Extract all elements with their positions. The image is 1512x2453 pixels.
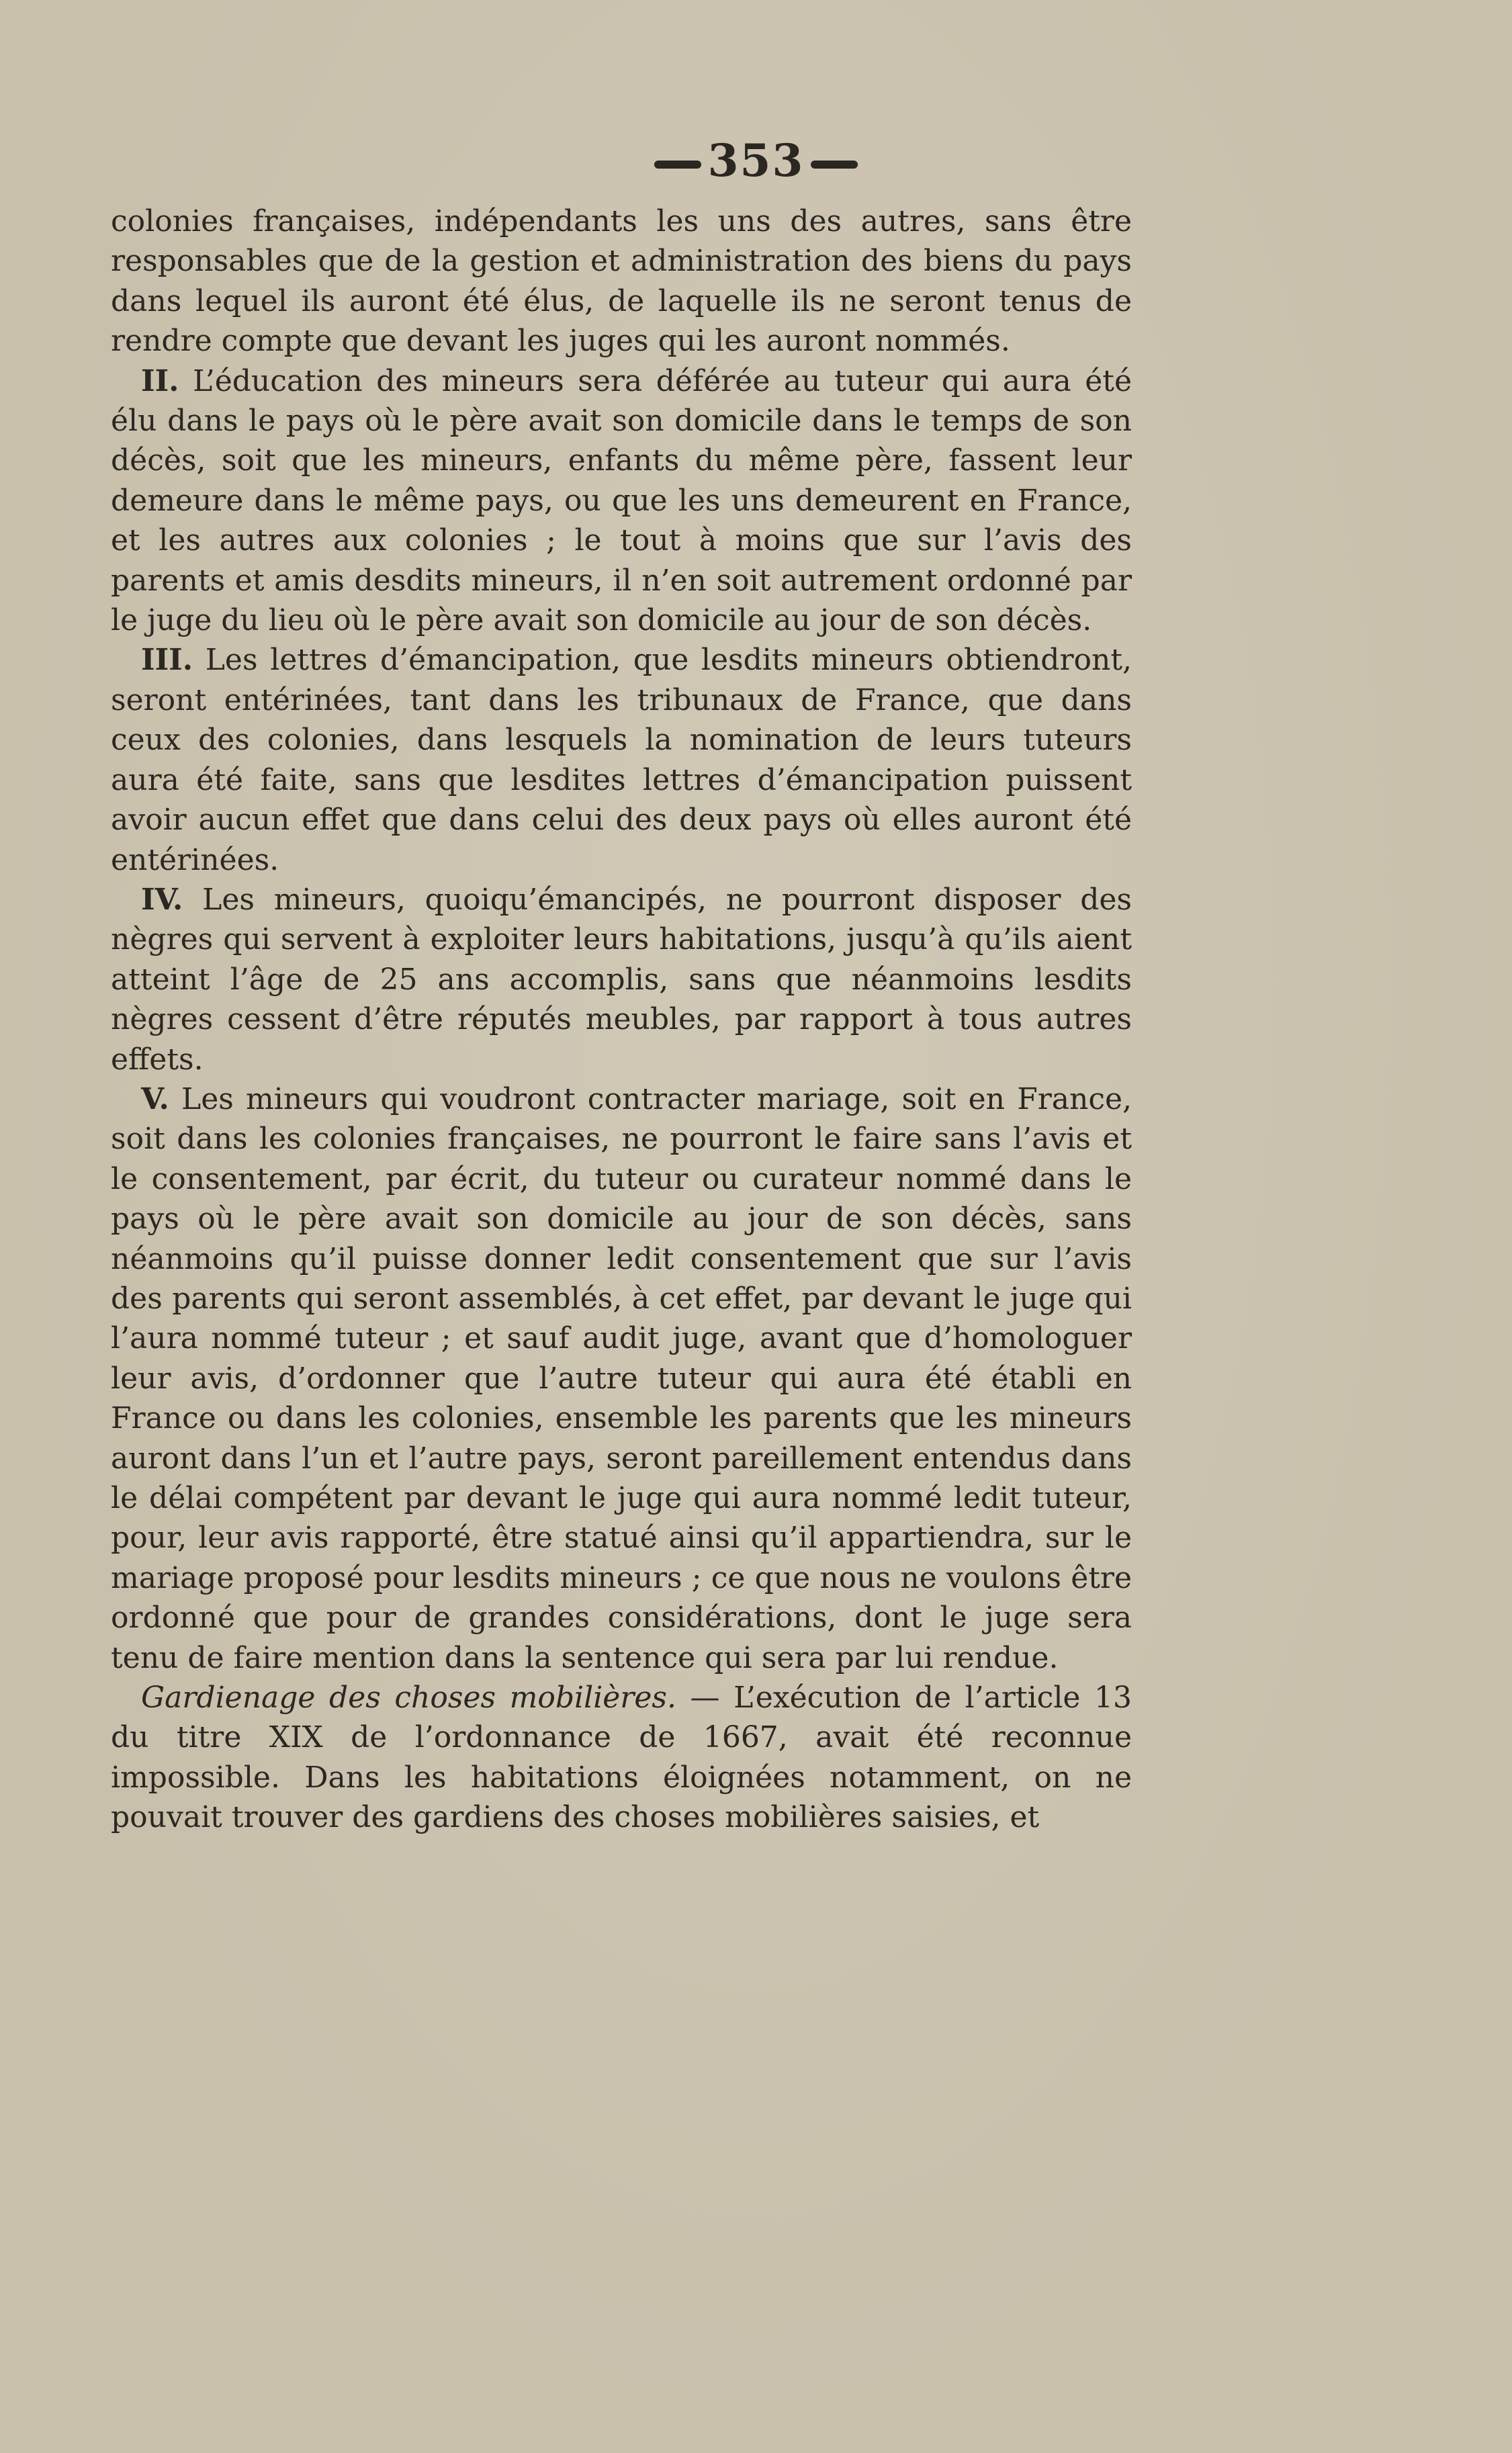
ornament-dash-right [811, 161, 858, 169]
paragraph-text: L’éducation des mineurs sera déférée au tuteur qui aura été élu dans le pays où le père avait son domicile dans le temps de son décès, soit que les mineurs, enfants du même père, fassent leur demeure dans le même pays, ou que les uns demeurent en France, et les autres aux colonies ; le tout à moins que sur l’avis des parents et amis desdits mineurs, il n’en soit autrement ordonné par le juge du lieu où le père avait son domicile au jour de son décès. [111, 363, 1132, 638]
section-gardienage [111, 1678, 1132, 1838]
article-number: V. [141, 1081, 169, 1116]
article-number: II. [141, 363, 179, 398]
body-text [111, 202, 1132, 1838]
article-number: IV. [141, 882, 183, 917]
page-number [0, 134, 1512, 187]
paragraph-text: Les lettres d’émancipation, que lesdits mineurs obtiendront, seront entérinées, tant dans les tribunaux de France, que dans ceux des colonies, dans lesquels la nomination de leurs tuteurs aura été faite, sans que lesdites lettres d’émancipation puissent avoir aucun effet que dans celui des deux pays où elles auront été entérinées. [111, 643, 1132, 877]
paragraph-text: — L’exécution de l’article 13 du titre XIX de l’ordonnance de 1667, avait été reconnue impossible. Dans les habitations éloignées notamment, on ne pouvait trouver des gardiens des choses mobilières saisies, et [111, 1681, 1132, 1835]
article-v [111, 1079, 1132, 1678]
paragraph-continuation [111, 202, 1132, 361]
ornament-dash-left [654, 161, 701, 169]
section-heading: Gardienage des choses mobilières. [141, 1681, 676, 1715]
article-iv [111, 880, 1132, 1079]
paragraph-text: colonies françaises, indépendants les uns des autres, sans être responsables que de la gestion et administration des biens du pays dans lequel ils auront été élus, de laquelle ils ne seront tenus de rendre compte que devant les juges qui les auront nommés. [111, 204, 1132, 359]
article-ii [111, 361, 1132, 641]
article-iii [111, 640, 1132, 879]
paragraph-text: Les mineurs, quoiqu’émancipés, ne pourront disposer des nègres qui servent à exploiter leurs habitations, jusqu’à qu’ils aient atteint l’âge de 25 ans accomplis, sans que néanmoins lesdits nègres cessent d’être réputés meubles, par rapport à tous autres effets. [111, 882, 1132, 1077]
article-number: III. [141, 643, 193, 678]
paragraph-text: Les mineurs qui voudront contracter mariage, soit en France, soit dans les colonies françaises, ne pourront le faire sans l’avis et le consentement, par écrit, du tuteur ou curateur nommé dans le pays où le père avait son domicile au jour de son décès, sans néanmoins qu’il puisse donner ledit consentement que sur l’avis des parents qui seront assemblés, à cet effet, par devant le juge qui l’aura nommé tuteur ; et sauf audit juge, avant que d’homologuer leur avis, d’ordonner que l’autre tuteur qui aura été établi en France ou dans les colonies, ensemble les parents que les mineurs auront dans l’un et l’autre pays, seront pareillement entendus dans le délai compétent par devant le juge qui aura nommé ledit tuteur, pour, leur avis rapporté, être statué ainsi qu’il appartiendra, sur le mariage proposé pour lesdits mineurs ; ce que nous ne voulons être ordonné que pour de grandes considérations, dont le juge sera tenu de faire mention dans la sentence qui sera par lui rendue. [111, 1081, 1132, 1675]
page-number-value: 353 [707, 134, 805, 187]
